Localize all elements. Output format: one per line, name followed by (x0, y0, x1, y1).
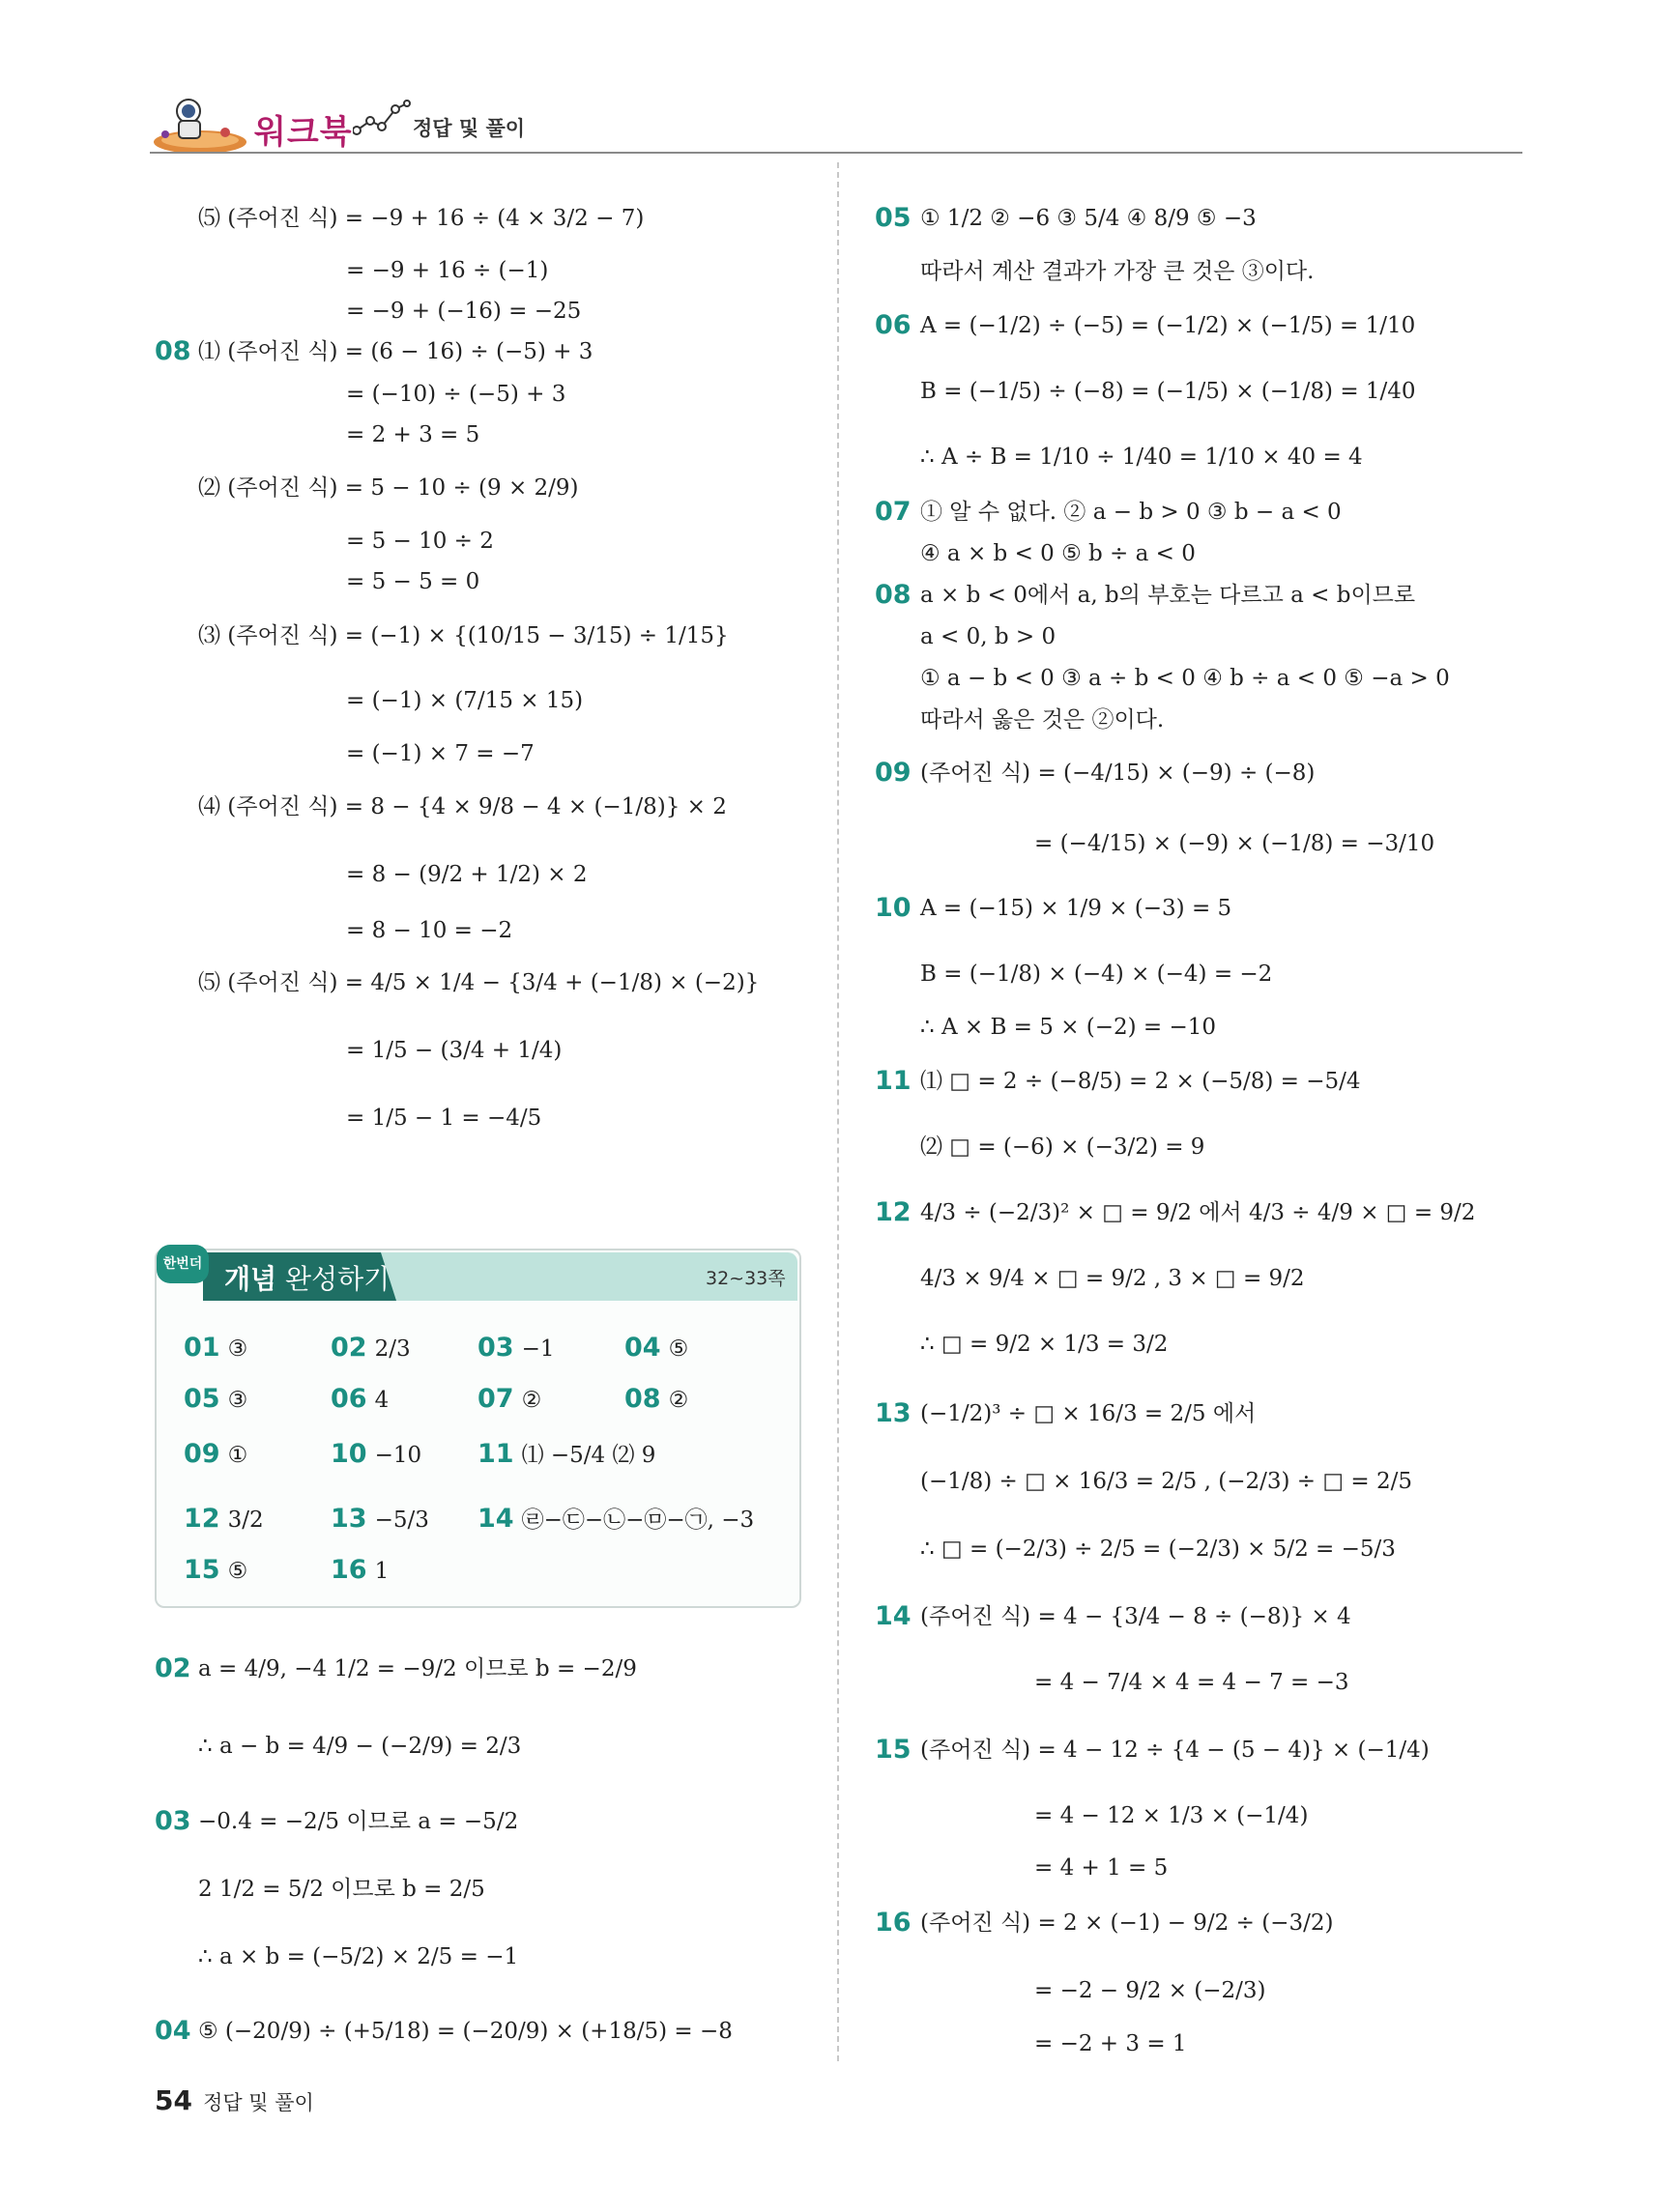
solution-line: 따라서 계산 결과가 가장 큰 것은 ③이다. (920, 259, 1315, 284)
page-header (150, 92, 1522, 159)
problem-number: 10 (875, 893, 912, 923)
solution-line: ⑶ (주어진 식) = (−1) × {(10/15 − 3/15) ÷ 1/15} (198, 623, 729, 648)
solution-line: = 2 + 3 = 5 (346, 422, 480, 447)
solution-line: ∴ □ = (−2/3) ÷ 2/5 = (−2/3) × 5/2 = −5/3 (920, 1537, 1396, 1562)
solution-line: a < 0, b > 0 (920, 624, 1057, 649)
constellation-icon (353, 100, 411, 138)
box-answer: 12 3/2 (184, 1504, 264, 1534)
solution-line: ⑤ (−20/9) ÷ (+5/18) = (−20/9) × (+18/5) = −8 (198, 2019, 733, 2044)
solution-line: (−1/8) ÷ □ × 16/3 = 2/5 , (−2/3) ÷ □ = 2/5 (920, 1469, 1413, 1494)
solution-line: (주어진 식) = 2 × (−1) − 9/2 ÷ (−3/2) (920, 1910, 1334, 1936)
solution-line: = 5 − 10 ÷ 2 (346, 529, 494, 554)
box-answer: 04 ⑤ (624, 1333, 689, 1363)
solution-line: ① 1/2 ② −6 ③ 5/4 ④ 8/9 ⑤ −3 (920, 206, 1257, 231)
problem-number: 09 (875, 758, 912, 788)
solution-line: = 8 − 10 = −2 (346, 918, 513, 943)
astronaut-illustration-icon (150, 92, 246, 152)
problem-number: 12 (875, 1197, 912, 1227)
solution-line: 따라서 옳은 것은 ②이다. (920, 707, 1165, 733)
header-subtitle: 정답 및 풀이 (413, 117, 526, 140)
box-answer: 02 2/3 (331, 1333, 411, 1363)
problem-number: 14 (875, 1601, 912, 1631)
solution-line: ① a − b < 0 ③ a ÷ b < 0 ④ b ÷ a < 0 ⑤ −a > 0 (920, 666, 1450, 691)
solution-line: 4/3 × 9/4 × □ = 9/2 , 3 × □ = 9/2 (920, 1266, 1305, 1291)
problem-number: 11 (875, 1066, 912, 1096)
problem-number: 04 (155, 2016, 191, 2046)
box-answer: 09 ① (184, 1439, 248, 1469)
solution-line: ⑴ (주어진 식) = (6 − 16) ÷ (−5) + 3 (198, 339, 593, 364)
solution-line: = 4 − 7/4 × 4 = 4 − 7 = −3 (1034, 1670, 1349, 1695)
box-answer: 11 ⑴ −5/4 ⑵ 9 (478, 1439, 656, 1469)
solution-line: 4/3 ÷ (−2/3)² × □ = 9/2 에서 4/3 ÷ 4/9 × □ = 9/2 (920, 1200, 1476, 1225)
solution-line: = 4 − 12 × 1/3 × (−1/4) (1034, 1803, 1309, 1828)
header-rule (150, 152, 1522, 154)
solution-line: A = (−1/2) ÷ (−5) = (−1/2) × (−1/5) = 1/10 (920, 313, 1416, 338)
problem-number: 15 (875, 1735, 912, 1765)
solution-line: = (−1) × (7/15 × 15) (346, 688, 584, 713)
concept-answer-box (155, 1249, 801, 1608)
box-badge: 한번더 (157, 1245, 209, 1283)
workbook-title: 워크북 (254, 113, 353, 152)
solution-line: A = (−15) × 1/9 × (−3) = 5 (920, 896, 1232, 921)
box-answer: 03 −1 (478, 1333, 555, 1363)
solution-line: = (−10) ÷ (−5) + 3 (346, 382, 566, 407)
solution-line: = 1/5 − (3/4 + 1/4) (346, 1038, 563, 1063)
box-title: 개념 완성하기 (224, 1263, 391, 1295)
solution-line: ∴ A × B = 5 × (−2) = −10 (920, 1015, 1217, 1040)
solution-line: B = (−1/8) × (−4) × (−4) = −2 (920, 962, 1273, 987)
problem-number: 13 (875, 1398, 912, 1428)
solution-line: ① 알 수 없다. ② a − b > 0 ③ b − a < 0 (920, 500, 1342, 525)
solution-line: a = 4/9, −4 1/2 = −9/2 이므로 b = −2/9 (198, 1656, 637, 1681)
solution-line: 2 1/2 = 5/2 이므로 b = 2/5 (198, 1877, 485, 1902)
column-divider (837, 162, 839, 2061)
solution-line: −0.4 = −2/5 이므로 a = −5/2 (198, 1809, 519, 1834)
solution-line: ⑵ (주어진 식) = 5 − 10 ÷ (9 × 2/9) (198, 475, 579, 501)
solution-line: ⑸ (주어진 식) = −9 + 16 ÷ (4 × 3/2 − 7) (198, 206, 645, 231)
solution-line: B = (−1/5) ÷ (−8) = (−1/5) × (−1/8) = 1/40 (920, 379, 1416, 404)
box-answer: 08 ② (624, 1384, 689, 1414)
box-answer: 13 −5/3 (331, 1504, 429, 1534)
problem-number: 08 (155, 336, 191, 366)
box-answer: 07 ② (478, 1384, 542, 1414)
solution-line: (주어진 식) = (−4/15) × (−9) ÷ (−8) (920, 761, 1316, 786)
solution-line: = 1/5 − 1 = −4/5 (346, 1106, 542, 1131)
problem-number: 03 (155, 1806, 191, 1836)
solution-line: a × b < 0에서 a, b의 부호는 다르고 a < b이므로 (920, 583, 1416, 608)
solution-line: ∴ A ÷ B = 1/10 ÷ 1/40 = 1/10 × 40 = 4 (920, 445, 1363, 470)
solution-line: = 8 − (9/2 + 1/2) × 2 (346, 862, 588, 887)
solution-line: = −2 − 9/2 × (−2/3) (1034, 1978, 1266, 2003)
solution-line: = (−4/15) × (−9) × (−1/8) = −3/10 (1034, 831, 1435, 856)
box-answer: 05 ③ (184, 1384, 248, 1414)
solution-line: ∴ a − b = 4/9 − (−2/9) = 2/3 (198, 1734, 522, 1759)
problem-number: 08 (875, 580, 912, 610)
problem-number: 06 (875, 310, 912, 340)
solution-line: (주어진 식) = 4 − {3/4 − 8 ÷ (−8)} × 4 (920, 1604, 1351, 1629)
box-answer: 10 −10 (331, 1439, 422, 1469)
solution-line: ⑴ □ = 2 ÷ (−8/5) = 2 × (−5/8) = −5/4 (920, 1069, 1361, 1094)
box-answer: 15 ⑤ (184, 1555, 248, 1585)
box-answer: 01 ③ (184, 1333, 248, 1363)
solution-line: ④ a × b < 0 ⑤ b ÷ a < 0 (920, 541, 1196, 566)
footer-label: 정답 및 풀이 (203, 2091, 314, 2114)
solution-line: = 5 − 5 = 0 (346, 569, 480, 594)
solution-line: = (−1) × 7 = −7 (346, 741, 535, 766)
solution-line: = 4 + 1 = 5 (1034, 1855, 1169, 1881)
solution-line: = −9 + 16 ÷ (−1) (346, 258, 549, 283)
page-number: 54 (155, 2084, 192, 2116)
solution-line: = −2 + 3 = 1 (1034, 2031, 1187, 2056)
solution-line: ⑵ □ = (−6) × (−3/2) = 9 (920, 1135, 1205, 1160)
solution-line: ∴ □ = 9/2 × 1/3 = 3/2 (920, 1332, 1169, 1357)
problem-number: 07 (875, 497, 912, 527)
box-answer: 14 ㉣−㉢−㉡−㉤−㉠, −3 (478, 1504, 755, 1534)
solution-line: ∴ a × b = (−5/2) × 2/5 = −1 (198, 1944, 519, 1969)
box-page-range: 32~33쪽 (706, 1268, 786, 1289)
solution-line: ⑸ (주어진 식) = 4/5 × 1/4 − {3/4 + (−1/8) × (−2)} (198, 970, 760, 995)
solution-line: (주어진 식) = 4 − 12 ÷ {4 − (5 − 4)} × (−1/4) (920, 1738, 1430, 1763)
box-answer: 06 4 (331, 1384, 390, 1414)
solution-line: ⑷ (주어진 식) = 8 − {4 × 9/8 − 4 × (−1/8)} × 2 (198, 794, 727, 819)
box-answer: 16 1 (331, 1555, 390, 1585)
solution-line: = −9 + (−16) = −25 (346, 299, 582, 324)
page-footer (155, 2084, 314, 2116)
problem-number: 16 (875, 1908, 912, 1938)
problem-number: 02 (155, 1653, 191, 1683)
solution-line: (−1/2)³ ÷ □ × 16/3 = 2/5 에서 (920, 1401, 1257, 1426)
problem-number: 05 (875, 203, 912, 233)
